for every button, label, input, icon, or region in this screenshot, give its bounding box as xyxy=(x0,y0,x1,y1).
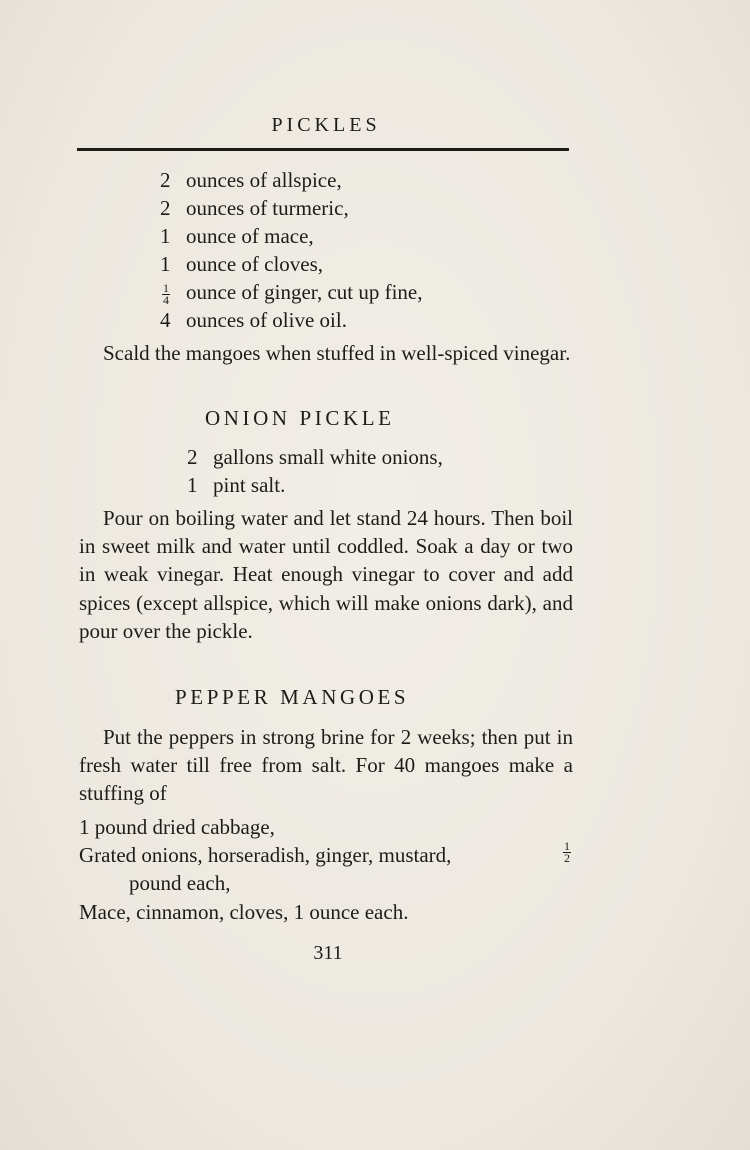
fraction xyxy=(563,841,571,869)
section-heading-pepper-mangoes: PEPPER MANGOES xyxy=(175,685,410,709)
fraction-numerator: 1 xyxy=(163,280,169,295)
ingredient-line xyxy=(160,166,342,194)
ingredient-text: gallons small white onions, xyxy=(213,445,443,469)
ingredient-quantity: 4 xyxy=(160,308,171,332)
ingredient-text: ounce of mace, xyxy=(186,224,314,248)
section-heading-onion-pickle: ONION PICKLE xyxy=(205,406,395,430)
ingredient-line xyxy=(160,194,349,222)
header-rule xyxy=(77,148,569,151)
ingredient-line xyxy=(187,471,285,499)
page-number: 311 xyxy=(313,942,343,964)
fraction-denominator: 4 xyxy=(163,292,169,307)
ingredient-quantity xyxy=(160,278,186,306)
paragraph-onion-pickle: Pour on boiling water and let stand 24 hours. Then boil in sweet milk and water until coddled. Soak a day or two in weak vinegar. Heat enough vinegar to cover and add spices (except allspice, which will make onions dark), and pour over the pickle. xyxy=(79,506,573,643)
ingredient-text: ounce of ginger, cut up fine, xyxy=(186,280,423,304)
stuffing-text: Grated onions, horseradish, ginger, mustard, xyxy=(79,843,452,867)
fraction-denominator: 2 xyxy=(564,851,570,865)
ingredient-text: ounce of cloves, xyxy=(186,252,324,276)
ingredient-text: ounces of allspice, xyxy=(186,168,342,192)
paragraph-scald: Scald the mangoes when stuffed in well-spiced vinegar. xyxy=(103,341,571,365)
ingredient-line xyxy=(160,250,323,278)
fraction xyxy=(162,280,170,307)
ingredient-quantity: 2 xyxy=(160,196,171,220)
ingredient-text: pint salt. xyxy=(213,473,286,497)
ingredient-quantity: 1 xyxy=(160,252,171,276)
stuffing-line-continuation: pound each, xyxy=(129,871,231,895)
ingredient-line xyxy=(160,306,347,334)
ingredient-text: ounces of turmeric, xyxy=(186,196,349,220)
ingredient-line xyxy=(187,443,443,471)
ingredient-line xyxy=(160,222,314,250)
running-head: PICKLES xyxy=(271,114,381,136)
ingredient-quantity: 1 xyxy=(160,224,171,248)
ingredient-line xyxy=(160,278,423,306)
ingredient-quantity: 2 xyxy=(160,168,171,192)
stuffing-line: Mace, cinnamon, cloves, 1 ounce each. xyxy=(79,900,409,924)
ingredient-quantity: 2 xyxy=(187,445,198,469)
stuffing-line: 1 pound dried cabbage, xyxy=(79,815,275,839)
ingredient-quantity: 1 xyxy=(187,473,198,497)
paragraph-pepper-mangoes: Put the peppers in strong brine for 2 weeks; then put in fresh water till free from salt. For 40 mangoes make a stuffing of xyxy=(79,725,573,806)
stuffing-line xyxy=(79,841,573,869)
ingredient-text: ounces of olive oil. xyxy=(186,308,347,332)
fraction-numerator: 1 xyxy=(564,839,570,853)
